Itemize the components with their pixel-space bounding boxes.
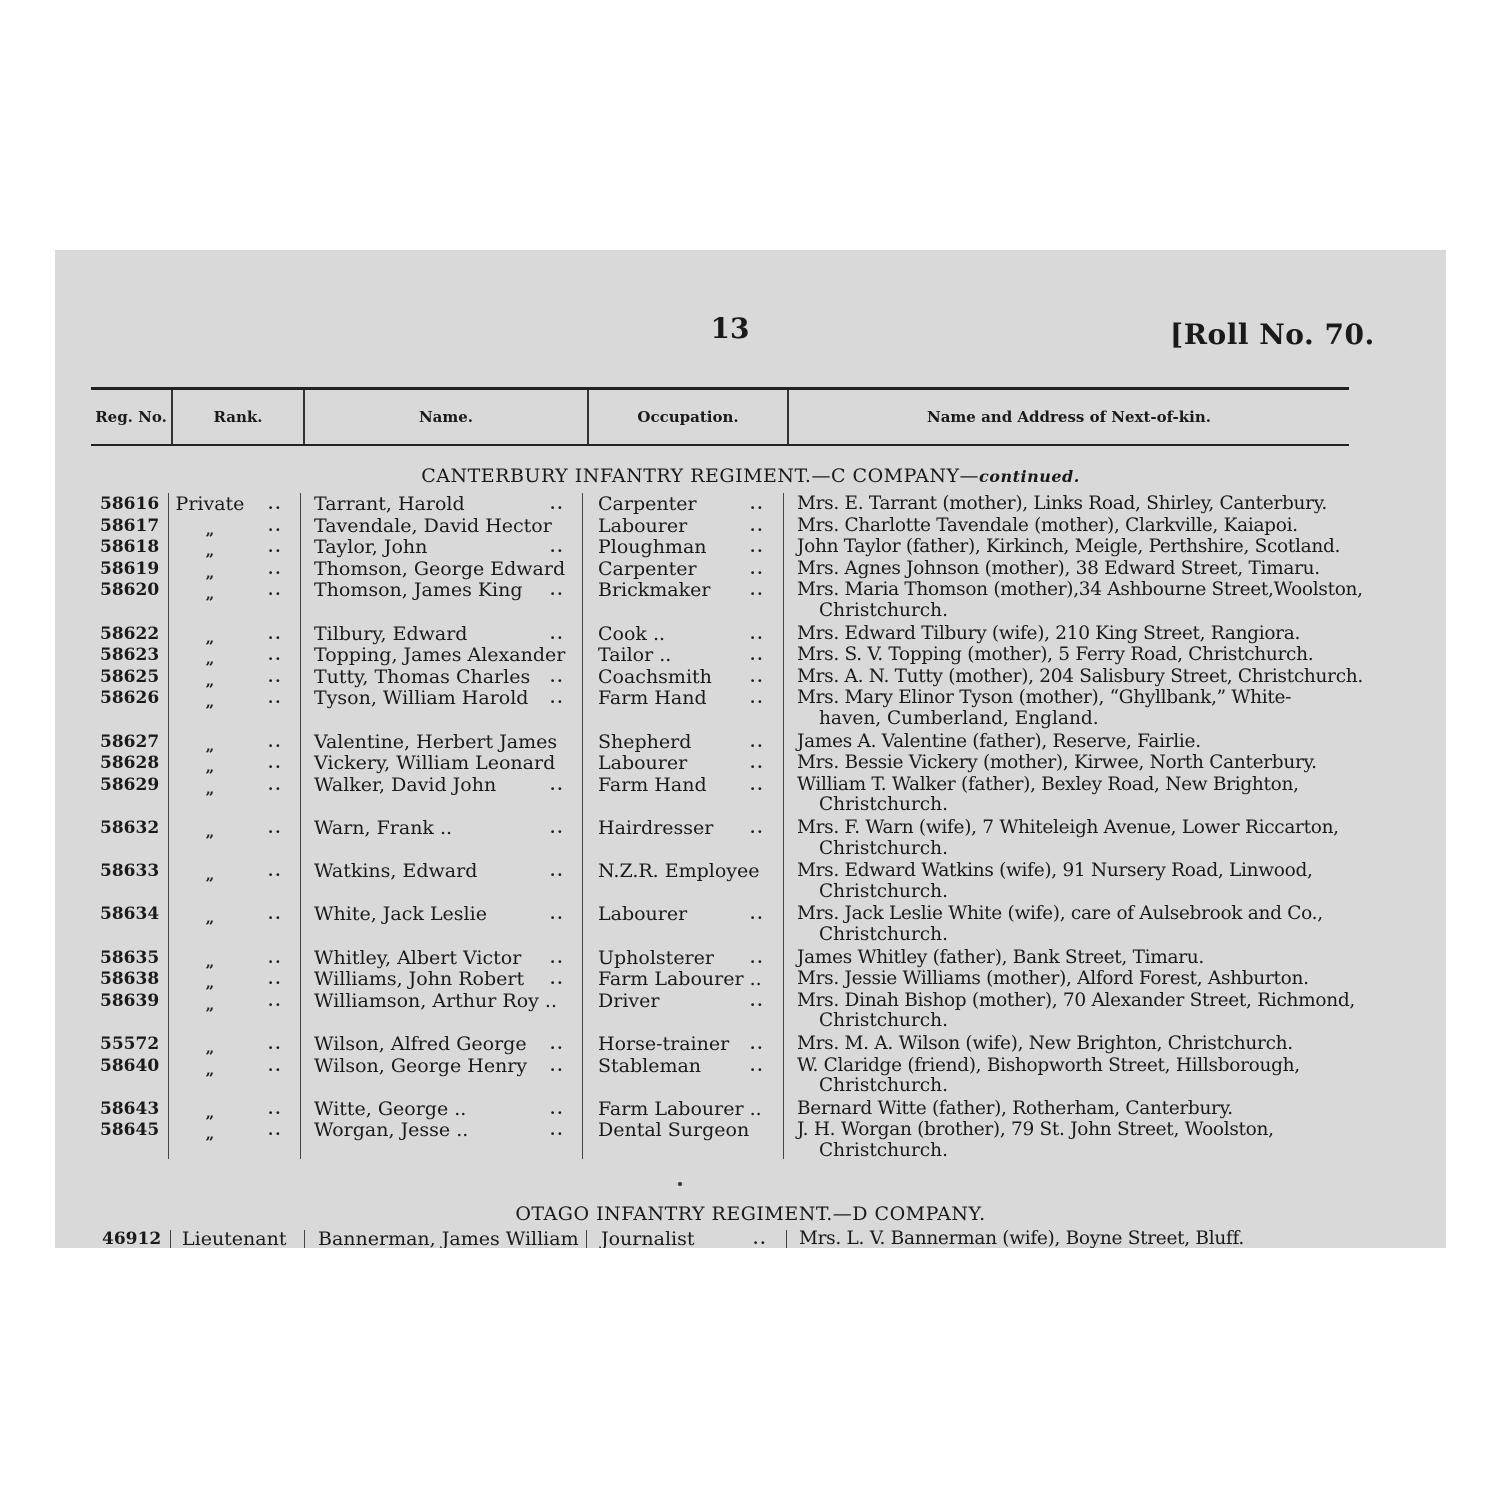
occupation: Horse-trainer <box>598 1033 730 1055</box>
soldier-name: Vickery, William Leonard <box>314 752 556 775</box>
rank-leader-dots: .. <box>268 689 283 708</box>
soldier-name: Tarrant, Harold <box>314 493 465 515</box>
section-title-otago: OTAGO INFANTRY REGIMENT.—D COMPANY. <box>515 1203 986 1225</box>
next-of-kin-continued: Christchurch. <box>819 1010 948 1032</box>
reg-number: 58632 <box>100 818 160 838</box>
name-leader-dots: .. <box>550 495 565 513</box>
rank: „ <box>205 974 215 993</box>
rank-leader-dots: .. <box>268 1056 283 1075</box>
reg-number: 58617 <box>100 515 160 536</box>
reg-number: 55572 <box>100 1034 160 1054</box>
next-of-kin: Mrs. Edward Watkins (wife), 91 Nursery Road, Linwood, <box>797 860 1313 882</box>
rank-leader-dots: .. <box>268 1099 283 1118</box>
occupation: Farm Labourer .. <box>598 968 762 991</box>
rank-leader-dots: .. <box>268 754 283 773</box>
occupation: Farm Hand <box>598 687 707 710</box>
next-of-kin: J. H. Worgan (brother), 79 St. John Street, Woolston, <box>797 1119 1274 1141</box>
separator-dot <box>678 1182 682 1186</box>
occupation-leader-dots: .. <box>750 754 765 773</box>
next-of-kin-continued: Christchurch. <box>819 880 948 902</box>
rank-leader-dots: .. <box>268 819 283 837</box>
reg-number: 58618 <box>100 537 160 558</box>
column-header-reg-no: Reg. No. <box>91 390 173 444</box>
rank: „ <box>205 823 215 841</box>
rank: „ <box>205 671 215 690</box>
rank: „ <box>205 952 215 971</box>
soldier-name: Thomson, James King <box>314 579 523 602</box>
reg-number: 58619 <box>100 558 160 579</box>
rank: „ <box>205 585 215 604</box>
rank-leader-dots: .. <box>268 646 283 665</box>
name-leader-dots: .. <box>550 970 565 989</box>
next-of-kin: Mrs. F. Warn (wife), 7 Whiteleigh Avenue, Lower Riccarton, <box>797 817 1339 838</box>
header-bottom-rule <box>91 444 1349 446</box>
next-of-kin: Mrs. A. N. Tutty (mother), 204 Salisbury Street, Christchurch. <box>797 665 1363 687</box>
rank-leader-dots: .. <box>268 905 283 924</box>
occupation-leader-dots: .. <box>750 646 765 665</box>
name-leader-dots: .. <box>550 862 565 881</box>
occupation: Journalist <box>601 1228 695 1248</box>
next-of-kin-continued: Christchurch. <box>819 1140 948 1161</box>
page-number: 13 <box>710 312 750 345</box>
name-leader-dots: .. <box>550 1099 565 1118</box>
reg-number: 58638 <box>100 969 160 990</box>
name-leader-dots: .. <box>550 905 565 924</box>
occupation: Tailor .. <box>598 644 672 667</box>
next-of-kin-continued: Christchurch. <box>819 794 948 816</box>
next-of-kin: Mrs. Charlotte Tavendale (mother), Clarkville, Kaiapoi. <box>797 514 1298 536</box>
section-title-canterbury: CANTERBURY INFANTRY REGIMENT.—C COMPANY—continued. <box>421 465 1080 487</box>
rank: „ <box>205 866 215 885</box>
rank: „ <box>205 995 215 1014</box>
rank-leader-dots: .. <box>268 862 283 881</box>
reg-number: 58623 <box>100 645 160 666</box>
reg-number: 58634 <box>100 904 160 925</box>
soldier-name: Topping, James Alexander <box>314 644 566 667</box>
next-of-kin: James A. Valentine (father), Reserve, Fairlie. <box>797 730 1201 752</box>
next-of-kin: Bernard Witte (father), Rotherham, Canterbury. <box>797 1097 1233 1119</box>
next-of-kin-continued: Christchurch. <box>819 600 948 621</box>
occupation: Labourer <box>598 514 688 537</box>
name-leader-dots: .. <box>550 1121 565 1140</box>
occupation: Ploughman <box>598 536 707 559</box>
soldier-name: Thomson, George Edward <box>314 557 566 580</box>
reg-number: 58645 <box>100 1120 160 1141</box>
next-of-kin: Mrs. L. V. Bannerman (wife), Boyne Street, Bluff. <box>799 1228 1244 1248</box>
occupation-leader-dots: .. <box>750 948 765 967</box>
rank: Lieutenant <box>182 1228 287 1248</box>
rank: „ <box>205 1125 215 1144</box>
next-of-kin: Mrs. Agnes Johnson (mother), 38 Edward Street, Timaru. <box>797 557 1320 579</box>
rank-leader-dots: .. <box>268 991 283 1010</box>
name-leader-dots: .. <box>550 581 565 600</box>
next-of-kin-continued: haven, Cumberland, England. <box>819 708 1099 729</box>
reg-number: 58626 <box>100 688 160 709</box>
occupation: Brickmaker <box>598 579 711 602</box>
soldier-name: Warn, Frank .. <box>314 817 453 839</box>
reg-number: 58640 <box>100 1055 160 1076</box>
soldier-name: Wilson, Alfred George <box>314 1033 527 1055</box>
next-of-kin-continued: Christchurch. <box>819 924 948 945</box>
reg-number: 58633 <box>100 861 160 882</box>
reg-number: 58639 <box>100 990 160 1011</box>
occupation-leader-dots: .. <box>750 538 765 557</box>
name-leader-dots: .. <box>550 667 565 686</box>
rank-leader-dots: .. <box>268 1035 283 1053</box>
soldier-name: Tyson, William Harold <box>314 687 529 710</box>
column-separator <box>168 493 169 1159</box>
name-leader-dots: .. <box>550 689 565 708</box>
roll-number: [Roll No. 70. <box>1170 318 1375 351</box>
occupation: Labourer <box>598 752 688 775</box>
rank-leader-dots: .. <box>268 559 283 578</box>
rank: „ <box>205 909 215 928</box>
rank: „ <box>205 628 215 647</box>
occupation-leader-dots: .. <box>750 732 765 751</box>
rank: „ <box>205 693 215 712</box>
next-of-kin: James Whitley (father), Bank Street, Timaru. <box>797 946 1204 968</box>
occupation-leader-dots: .. <box>750 1056 765 1075</box>
occupation-leader-dots: .. <box>750 905 765 924</box>
soldier-name: Tavendale, David Hector <box>314 514 552 537</box>
next-of-kin: W. Claridge (friend), Bishopworth Street, Hillsborough, <box>797 1054 1300 1076</box>
rank-leader-dots: .. <box>268 1121 283 1140</box>
name-leader-dots: .. <box>550 1056 565 1075</box>
occupation: Stableman <box>598 1054 702 1077</box>
occupation-leader-dots: .. <box>753 1230 768 1248</box>
reg-number: 58629 <box>100 774 160 795</box>
soldier-name: Worgan, Jesse .. <box>314 1119 469 1142</box>
occupation: Coachsmith <box>598 665 712 688</box>
document-page <box>55 250 1446 1248</box>
name-leader-dots: .. <box>550 775 565 794</box>
rank-leader-dots: .. <box>268 732 283 751</box>
next-of-kin: Mrs. Bessie Vickery (mother), Kirwee, North Canterbury. <box>797 752 1317 774</box>
rank-leader-dots: .. <box>268 624 283 643</box>
rank: „ <box>205 779 215 798</box>
rank-leader-dots: .. <box>268 775 283 794</box>
occupation-leader-dots: .. <box>750 667 765 686</box>
reg-number: 58635 <box>100 947 160 968</box>
occupation: N.Z.R. Employee <box>598 860 760 883</box>
next-of-kin-continued: Christchurch. <box>819 837 948 859</box>
occupation: Hairdresser <box>598 817 714 839</box>
column-separator <box>304 1230 305 1248</box>
next-of-kin: Mrs. Jessie Williams (mother), Alford Forest, Ashburton. <box>797 968 1309 990</box>
reg-number: 58627 <box>100 731 160 752</box>
column-header-row <box>91 390 1349 444</box>
occupation: Carpenter <box>598 557 697 580</box>
rank: „ <box>205 563 215 582</box>
rank: „ <box>205 520 215 539</box>
reg-number: 58628 <box>100 753 160 774</box>
occupation: Upholsterer <box>598 946 714 969</box>
occupation-leader-dots: .. <box>750 775 765 794</box>
column-separator <box>586 1230 587 1248</box>
soldier-name: Valentine, Herbert James <box>314 730 558 753</box>
reg-number: 58625 <box>100 666 160 687</box>
column-separator <box>786 1230 787 1248</box>
rank: Private <box>175 493 245 515</box>
reg-number: 58616 <box>100 494 160 514</box>
reg-number: 58622 <box>100 623 160 644</box>
occupation: Farm Labourer .. <box>598 1097 762 1120</box>
occupation-leader-dots: .. <box>750 1035 765 1053</box>
soldier-name: Taylor, John <box>314 536 428 559</box>
occupation: Shepherd <box>598 730 692 753</box>
rank: „ <box>205 542 215 561</box>
next-of-kin: Mrs. Jack Leslie White (wife), care of Aulsebrook and Co., <box>797 903 1323 925</box>
column-separator <box>170 1230 171 1248</box>
occupation: Labourer <box>598 903 688 926</box>
rank-leader-dots: .. <box>268 538 283 557</box>
occupation: Farm Hand <box>598 773 707 796</box>
rank-leader-dots: .. <box>268 948 283 967</box>
rank: „ <box>205 1103 215 1122</box>
reg-number: 58643 <box>100 1098 160 1119</box>
next-of-kin: Mrs. Maria Thomson (mother),34 Ashbourne Street,Woolston, <box>797 579 1363 601</box>
rank: „ <box>205 1039 215 1057</box>
next-of-kin: Mrs. E. Tarrant (mother), Links Road, Shirley, Canterbury. <box>797 493 1327 514</box>
occupation-leader-dots: .. <box>750 991 765 1010</box>
name-leader-dots: .. <box>550 819 565 837</box>
soldier-name: Wilson, George Henry <box>314 1054 528 1077</box>
occupation-leader-dots: .. <box>750 689 765 708</box>
name-leader-dots: .. <box>550 948 565 967</box>
next-of-kin: Mrs. Mary Elinor Tyson (mother), “Ghyllbank,” White- <box>797 687 1292 709</box>
occupation: Cook .. <box>598 622 666 645</box>
reg-number: 58620 <box>100 580 160 601</box>
soldier-name: Tutty, Thomas Charles <box>314 665 531 688</box>
soldier-name: White, Jack Leslie <box>314 903 487 926</box>
rank: „ <box>205 650 215 669</box>
occupation-leader-dots: .. <box>750 819 765 837</box>
next-of-kin: Mrs. Dinah Bishop (mother), 70 Alexander Street, Richmond, <box>797 989 1355 1011</box>
column-header-next-of-kin: Name and Address of Next-of-kin. <box>927 408 1211 426</box>
occupation-leader-dots: .. <box>750 559 765 578</box>
occupation-leader-dots: .. <box>750 581 765 600</box>
next-of-kin-continued: Christchurch. <box>819 1075 948 1097</box>
rank-leader-dots: .. <box>268 970 283 989</box>
soldier-name: Witte, George .. <box>314 1097 467 1120</box>
column-separator <box>582 493 583 1159</box>
name-leader-dots: .. <box>550 624 565 643</box>
name-leader-dots: .. <box>550 1035 565 1053</box>
rank-leader-dots: .. <box>268 495 283 513</box>
soldier-name: Williams, John Robert <box>314 968 525 991</box>
soldier-name: Bannerman, James William <box>318 1228 579 1248</box>
column-header-rank: Rank. <box>173 390 305 444</box>
column-header-occupation: Occupation. <box>589 390 789 444</box>
occupation-leader-dots: .. <box>750 516 765 535</box>
soldier-name: Whitley, Albert Victor <box>314 946 522 969</box>
soldier-name: Walker, David John <box>314 773 497 796</box>
occupation: Dental Surgeon <box>598 1119 750 1142</box>
next-of-kin: William T. Walker (father), Bexley Road, New Brighton, <box>797 773 1299 795</box>
soldier-name: Watkins, Edward <box>314 860 478 883</box>
next-of-kin: Mrs. M. A. Wilson (wife), New Brighton, Christchurch. <box>797 1033 1293 1054</box>
rank-leader-dots: .. <box>268 581 283 600</box>
soldier-name: Tilbury, Edward <box>314 622 468 645</box>
rank: „ <box>205 758 215 777</box>
occupation-leader-dots: .. <box>750 624 765 643</box>
column-separator <box>783 493 784 1159</box>
rank: „ <box>205 1060 215 1079</box>
next-of-kin: Mrs. S. V. Topping (mother), 5 Ferry Road, Christchurch. <box>797 644 1314 666</box>
column-separator <box>300 493 301 1159</box>
rank-leader-dots: .. <box>268 516 283 535</box>
soldier-name: Williamson, Arthur Roy .. <box>314 989 557 1012</box>
occupation-leader-dots: .. <box>750 495 765 513</box>
column-header-name: Name. <box>305 390 589 444</box>
occupation: Driver <box>598 989 660 1012</box>
occupation: Carpenter <box>598 493 697 515</box>
rank-leader-dots: .. <box>268 667 283 686</box>
reg-number: 46912 <box>102 1229 162 1248</box>
next-of-kin: John Taylor (father), Kirkinch, Meigle, Perthshire, Scotland. <box>797 536 1341 558</box>
next-of-kin: Mrs. Edward Tilbury (wife), 210 King Street, Rangiora. <box>797 622 1301 644</box>
rank: „ <box>205 736 215 755</box>
name-leader-dots: .. <box>550 538 565 557</box>
